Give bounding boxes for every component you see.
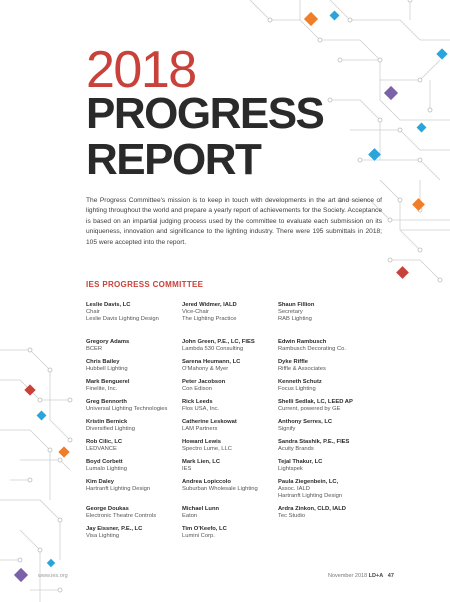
member-affiliation: Acuity Brands [278, 446, 314, 452]
report-year: 2018 [86, 41, 196, 99]
committee-member [182, 379, 278, 393]
member-affiliation: Assoc. IALD [278, 486, 310, 492]
member-affiliation: BCER [86, 346, 103, 352]
committee-heading: IES PROGRESS COMMITTEE [86, 280, 204, 289]
member-name: Howard Lewis [182, 439, 221, 445]
member-affiliation: Diversified Lighting [86, 426, 135, 432]
member-name: Jered Widmer, IALD [182, 302, 237, 308]
member-affiliation: Chair [86, 309, 100, 315]
member-name: Jay Eissner, P.E., LC [86, 526, 143, 532]
member-affiliation: LAM Partners [182, 426, 218, 432]
member-affiliation: Focus Lighting [278, 386, 316, 392]
member-affiliation: Lumini Corp. [182, 533, 215, 539]
committee-member [86, 302, 182, 323]
member-name: Dyke Riffle [278, 359, 308, 365]
committee-member [182, 399, 278, 413]
member-name: Peter Jacobson [182, 379, 226, 385]
member-affiliation: RAB Lighting [278, 316, 312, 322]
member-name: Tim O'Keefo, LC [182, 526, 227, 532]
member-affiliation: Universal Lighting Technologies [86, 406, 168, 412]
member-name: Sandra Stashik, P.E., FIES [278, 439, 350, 445]
committee-member [182, 479, 278, 500]
member-affiliation: Lumalo Lighting [86, 466, 127, 472]
committee-member-grid [86, 302, 386, 540]
member-name: Shelli Sedlak, LC, LEED AP [278, 399, 353, 405]
committee-member [86, 419, 182, 433]
site-url: www.ies.org [38, 573, 68, 579]
member-affiliation: Signify [278, 426, 296, 432]
member-name: Anthony Serres, LC [278, 419, 333, 425]
member-affiliation: Riffle & Associates [278, 366, 326, 372]
member-name: Rob Cilic, LC [86, 439, 123, 445]
committee-member [182, 439, 278, 453]
committee-member [86, 526, 182, 540]
member-affiliation: Visa Lighting [86, 533, 120, 539]
page-number: 47 [387, 573, 394, 579]
committee-member [278, 339, 386, 353]
committee-member [182, 526, 278, 540]
committee-member [182, 459, 278, 473]
member-name: Greg Bennorth [86, 399, 127, 405]
committee-member [182, 419, 278, 433]
committee-member [278, 359, 386, 373]
report-title-line2: REPORT [86, 135, 261, 184]
member-name: Mark Lien, LC [182, 459, 221, 465]
member-affiliation: Hartranft Lighting Design [278, 493, 343, 499]
member-name: Kenneth Schutz [278, 379, 322, 385]
committee-member [86, 399, 182, 413]
committee-member [86, 439, 182, 453]
page-footer [328, 573, 394, 579]
member-affiliation: Lambda 530 Consulting [182, 346, 244, 352]
committee-member [86, 459, 182, 473]
member-affiliation: Rambusch Decorating Co. [278, 346, 346, 352]
member-name: Kristin Bernick [86, 419, 128, 425]
member-affiliation: Vice-Chair [182, 309, 209, 315]
magazine-name: LD+A [368, 573, 384, 579]
committee-member [278, 302, 386, 323]
member-affiliation: IES [182, 466, 192, 472]
member-affiliation: Lightspek [278, 466, 303, 472]
committee-member [182, 359, 278, 373]
member-affiliation: Electronic Theatre Controls [86, 513, 157, 519]
member-affiliation: Tec Studio [278, 513, 306, 519]
member-affiliation: Flos USA, Inc. [182, 406, 220, 412]
group-spacer [86, 329, 386, 333]
member-name: Sarena Heumann, LC [182, 359, 241, 365]
member-name: Chris Bailey [86, 359, 120, 365]
member-affiliation: O'Mahony & Myer [182, 366, 229, 372]
member-affiliation: Finelite, Inc. [86, 386, 118, 392]
member-name: Boyd Corbett [86, 459, 123, 465]
member-name: Paula Ziegenbein, LC, [278, 479, 339, 485]
member-affiliation: Current, powered by GE [278, 406, 341, 412]
member-affiliation: Con Edison [182, 386, 212, 392]
member-name: Rick Leeds [182, 399, 213, 405]
member-affiliation: Hartranft Lighting Design [86, 486, 151, 492]
member-name: Leslie Davis, LC [86, 302, 131, 308]
report-title-line1: PROGRESS [86, 89, 324, 138]
member-name: Catherine Leskowat [182, 419, 237, 425]
member-name: Michael Lunn [182, 506, 220, 512]
member-affiliation: Suburban Wholesale Lighting [182, 486, 258, 492]
member-affiliation: Spectro Lume, LLC [182, 446, 232, 452]
committee-member [278, 479, 386, 500]
committee-member [182, 302, 278, 323]
committee-member [86, 479, 182, 500]
committee-member [278, 399, 386, 413]
member-name: Shaun Fillion [278, 302, 315, 308]
member-name: Edwin Rambusch [278, 339, 327, 345]
committee-member [182, 339, 278, 353]
committee-member [278, 439, 386, 453]
member-name: Andrea Lopiccolo [182, 479, 231, 485]
committee-member [86, 506, 182, 520]
member-affiliation: LEDVANCE [86, 446, 117, 452]
issue-date: November 2018 [328, 573, 369, 579]
member-name: Kim Daley [86, 479, 115, 485]
member-name: George Doukas [86, 506, 129, 512]
member-affiliation: Secretary [278, 309, 303, 315]
member-affiliation: Eaton [182, 513, 198, 519]
member-name: John Green, P.E., LC, FIES [182, 339, 255, 345]
member-name: Tejal Thakur, LC [278, 459, 323, 465]
member-affiliation: Leslie Davis Lighting Design [86, 316, 159, 322]
member-affiliation: The Lighting Practice [182, 316, 237, 322]
committee-member [182, 506, 278, 520]
committee-member [278, 379, 386, 393]
committee-member [86, 379, 182, 393]
committee-member [86, 339, 182, 353]
member-affiliation: Hubbell Lighting [86, 366, 128, 372]
member-name: Ardra Zinkon, CLD, IALD [278, 506, 346, 512]
member-name: Gregory Adams [86, 339, 130, 345]
committee-member [278, 506, 386, 520]
committee-member [86, 359, 182, 373]
committee-member [278, 459, 386, 473]
committee-member [278, 419, 386, 433]
intro-paragraph: The Progress Committee's mission is to keep in touch with developments in the art and science of lighting throughout the world and prepare a yearly report of achievements for the Society. Acceptance is based on an impartial judging process used by the committee to evaluate each submission on its uniqueness, innovation and significance to the lighting industry. There were 195 submittals in 2018; 105 were accepted into the report. [86, 197, 382, 246]
member-name: Mark Benguerel [86, 379, 130, 385]
